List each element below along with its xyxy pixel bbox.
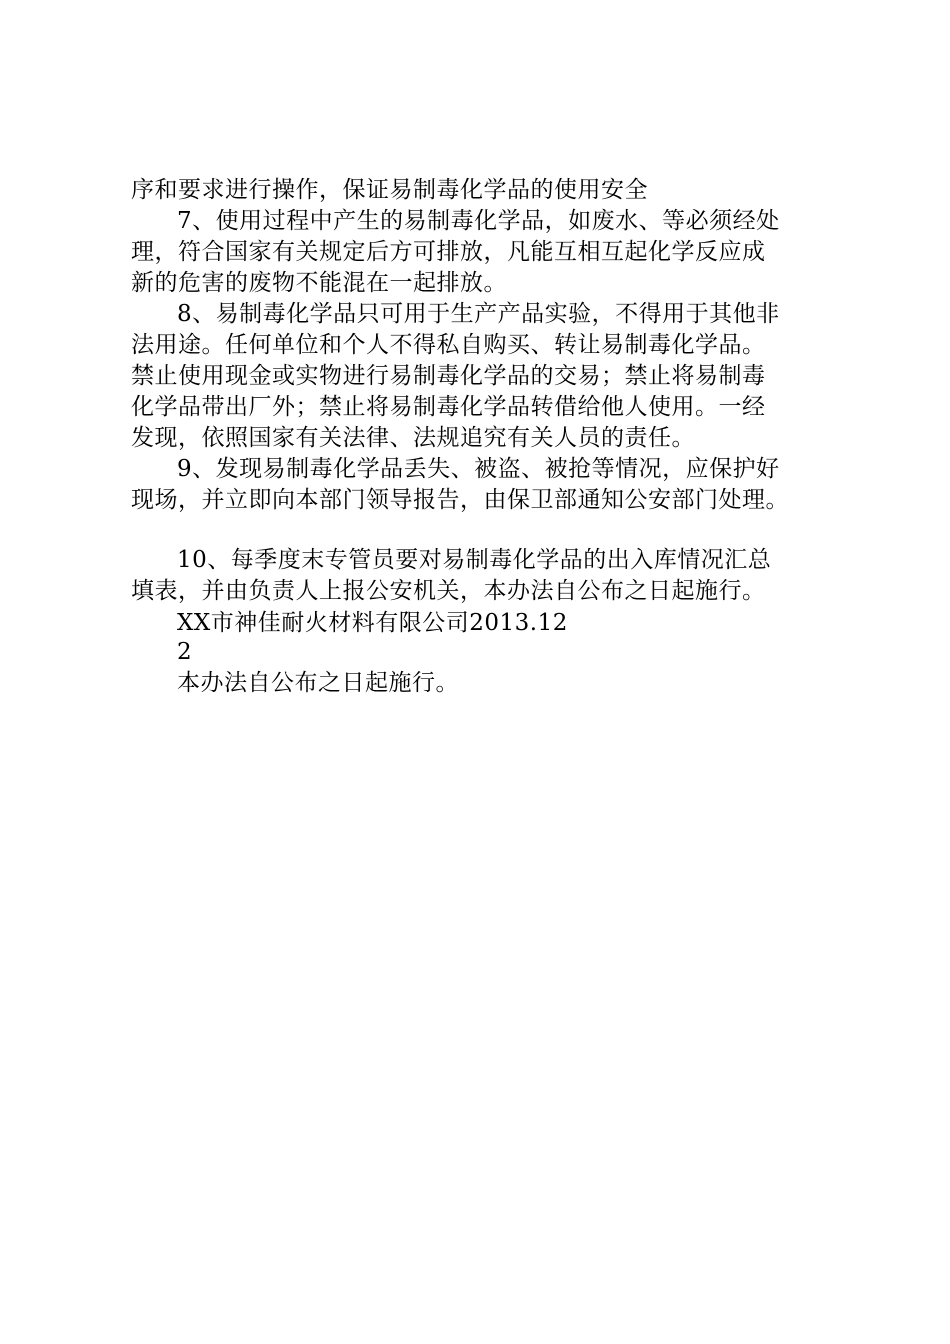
date-continuation: 2: [177, 639, 193, 665]
text-line: 新的危害的废物不能混在一起排放。: [131, 270, 507, 296]
text-line: 现场，并立即向本部门领导报告，由保卫部通知公安部门处理。: [131, 487, 789, 513]
text-line: 法用途。任何单位和个人不得私自购买、转让易制毒化学品。: [131, 332, 766, 358]
text-line: 序和要求进行操作，保证易制毒化学品的使用安全: [131, 177, 648, 203]
text-line: 禁止使用现金或实物进行易制毒化学品的交易；禁止将易制毒: [131, 363, 766, 389]
item-7-line: 7、使用过程中产生的易制毒化学品，如废水、等必须经处: [177, 208, 780, 234]
item-10-line: 10、每季度末专管员要对易制毒化学品的出入库情况汇总: [177, 547, 772, 573]
text-line: 化学品带出厂外；禁止将易制毒化学品转借给他人使用。一经: [131, 394, 766, 420]
closing-line: 本办法自公布之日起施行。: [177, 670, 459, 696]
item-8-line: 8、易制毒化学品只可用于生产产品实验，不得用于其他非: [177, 301, 780, 327]
text-line: 理，符合国家有关规定后方可排放，凡能互相互起化学反应成: [131, 239, 766, 265]
company-date-line: XX市神佳耐火材料有限公司2013.12: [177, 610, 568, 636]
item-9-line: 9、发现易制毒化学品丢失、被盗、被抢等情况，应保护好: [177, 456, 780, 482]
text-line: 填表，并由负责人上报公安机关，本办法自公布之日起施行。: [131, 578, 766, 604]
text-line: 发现，依照国家有关法律、法规追究有关人员的责任。: [131, 425, 695, 451]
